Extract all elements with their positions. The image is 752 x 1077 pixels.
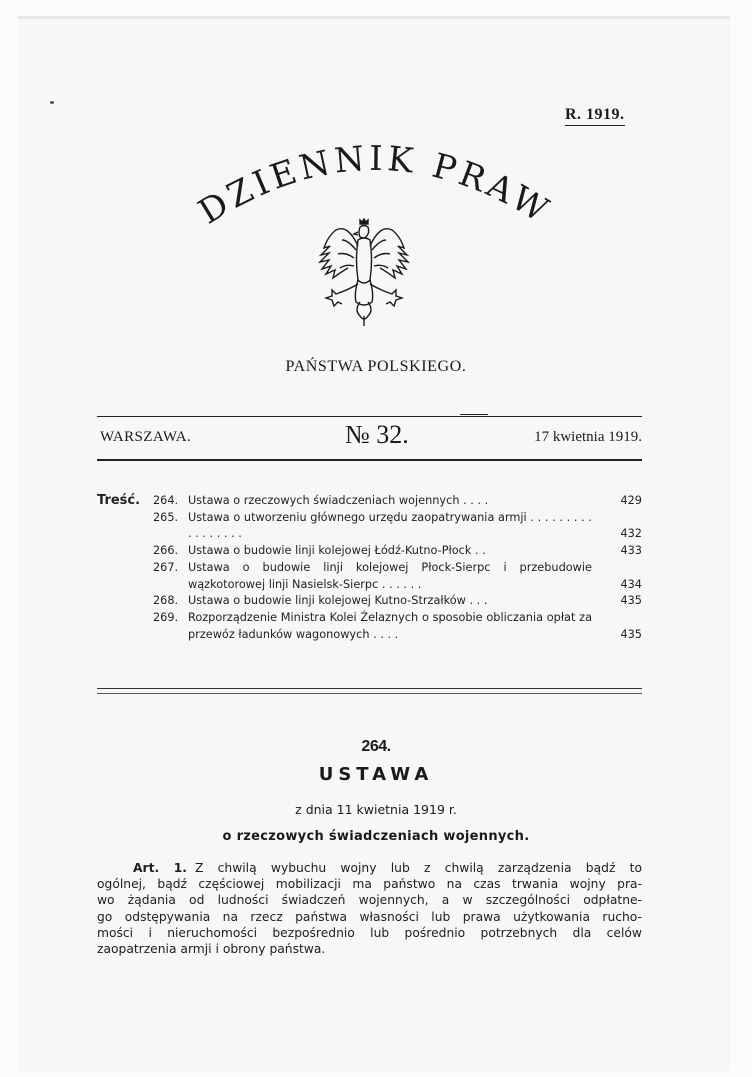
masthead-title-text: DZIENNIK PRAW [191,138,559,233]
toc-item-number: 267. [153,560,179,574]
issue-city: WARSZAWA. [100,429,192,445]
issue-date: 17 kwietnia 1919. [534,429,642,445]
law-number: 264. [361,738,391,755]
article-1 [97,860,642,957]
toc-item-page: 429 [620,494,642,507]
toc-item-title: Ustawa o budowie linji kolejowej Kutno-Strzałków . . . [188,594,488,608]
section-divider [97,688,642,694]
toc-item-page: 434 [620,577,642,591]
law-title: o rzeczowych świadczeniach wojennych. [222,829,530,844]
toc-item-page: 432 [620,527,642,541]
law-type-heading: USTAWA [318,764,434,785]
toc-item[interactable] [97,510,647,543]
article-line: wo żądania od ludności świadczeń wojennych, a w szczególności odpłatne- [97,893,642,908]
toc-item-number: 266. [153,544,179,558]
toc-item-title: Rozporządzenie Ministra Kolei Żelaznych o sposobie obliczania opłat za przewóz ładunków wagonowych . . . . [188,610,592,641]
toc-item[interactable] [97,493,647,510]
toc-item-title: Ustawa o budowie linji kolejowej Łódź-Kutno-Płock . . [188,544,486,558]
law-date: z dnia 11 kwietnia 1919 r. [295,802,457,817]
polish-eagle-emblem-icon [316,218,412,330]
article-line: ogólnej, bądź częściowej mobilizacji ma państwo na czas trwania wojny pra- [97,877,642,892]
toc-item-page: 435 [620,594,642,608]
toc-item[interactable] [97,610,647,643]
article-line: zaopatrzenia armji i obrony państwa. [97,942,326,957]
toc-item-number: 269. [153,610,179,624]
toc-label: Treść. [97,493,141,508]
year-label: R. 1919. [565,106,625,126]
scan-speck [50,101,54,104]
toc-item-number: 264. [153,494,179,507]
article-text: Z chwilą wybuchu wojny lub z chwilą zarządzenia bądź to [194,861,642,875]
toc-item-page: 435 [620,627,642,641]
toc-item-page: 433 [620,544,642,558]
article-line: mości i nieruchomości bezpośrednio lub pośrednio potrzebnych dla celów [97,925,642,940]
bottom-rule [97,459,642,461]
article-line [97,860,642,876]
toc-item[interactable] [97,593,647,610]
toc-item-title: Ustawa o rzeczowych świadczeniach wojennych . . . . [188,494,489,507]
rule-tick [460,414,488,415]
toc-item-title: Ustawa o budowie linji kolejowej Płock-Sierpc i przebudowie wązkotorowej linji Nasielsk-Sierpc . . . . . . [188,560,592,591]
issue-number: № 32. [345,420,409,449]
table-of-contents [97,493,647,643]
toc-item[interactable] [97,543,647,560]
top-rule [97,416,642,417]
toc-item-number: 268. [153,594,179,608]
article-line: go odstępywania na rzecz państwa własności lub prawa użytkowania rucho- [97,909,642,924]
issue-info-row [97,420,642,454]
masthead-subtitle: PAŃSTWA POLSKIEGO. [285,358,467,375]
toc-item[interactable] [97,560,647,593]
toc-item-number: 265. [153,510,179,524]
toc-item-title: Ustawa o utworzeniu głównego urzędu zaopatrywania armji . . . . . . . . . . . . . . . . . [188,510,592,541]
article-label: Art. 1. [133,861,187,875]
